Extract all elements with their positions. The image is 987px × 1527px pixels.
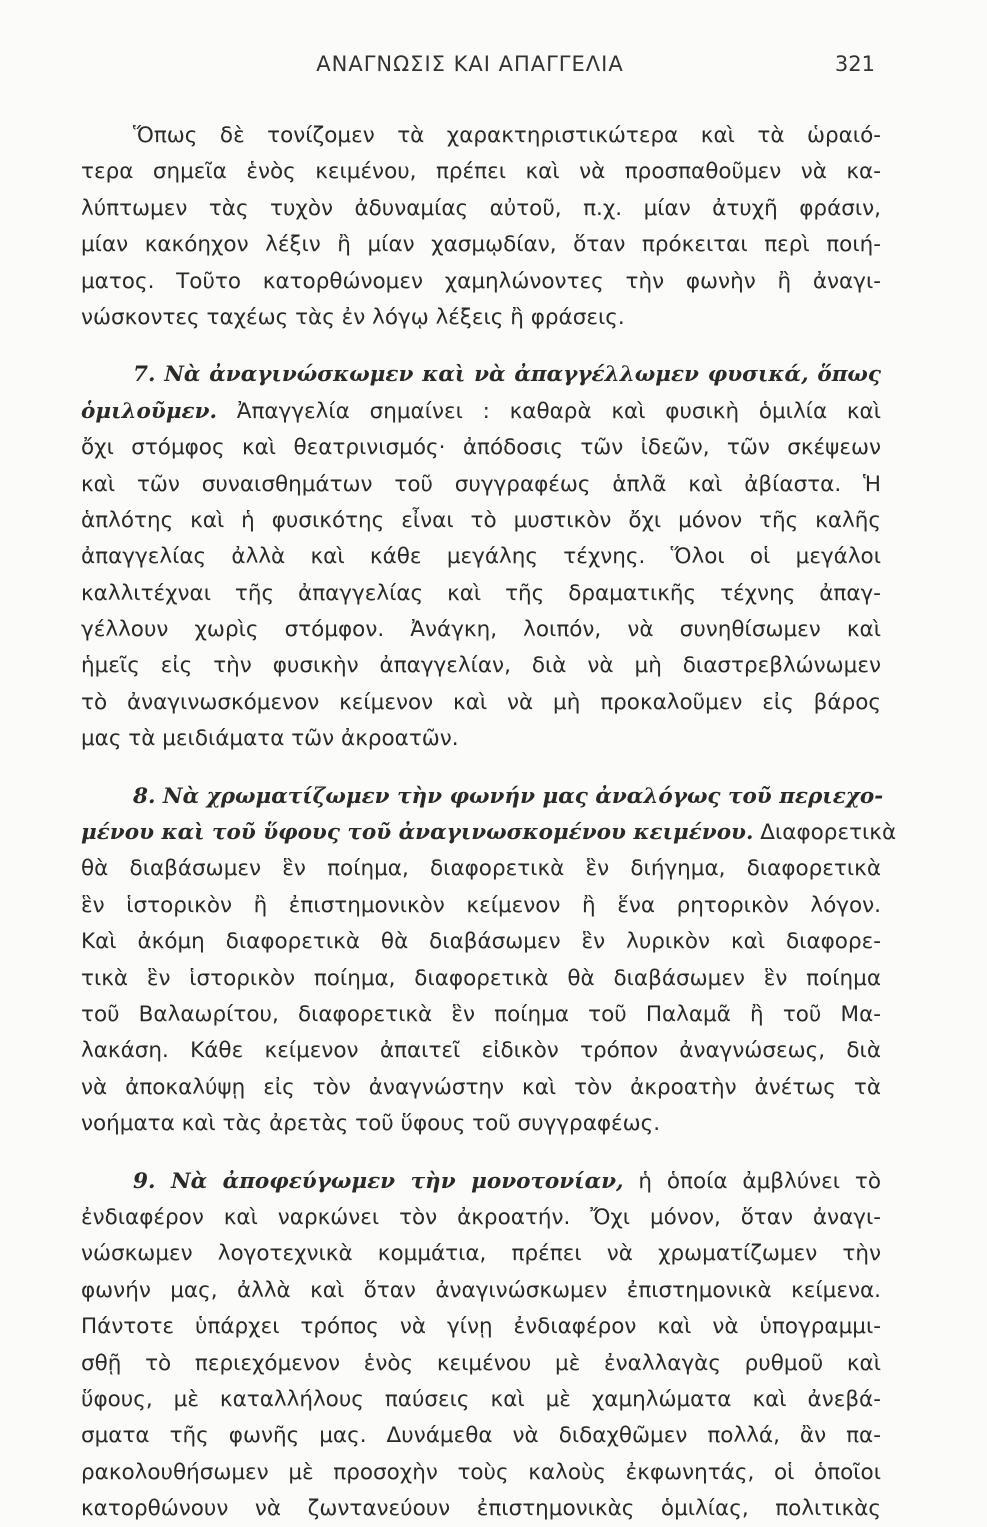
text-line [81,779,884,815]
text-line [81,154,881,190]
paragraph-gap [81,758,881,779]
text-line [81,612,881,648]
line-text: ματος. Τοῦτο κατορθώνομεν χαμηλώνοντες τὴν φωνὴν ἢ ἀναγι- [81,268,881,294]
text-line [81,1491,881,1527]
running-title: ΑΝΑΓΝΩΣΙΣ ΚΑΙ ΑΠΑΓΓΕΛΙΑ [316,52,624,76]
line-text: τικὰ ἓν ἱστορικὸν ποίημα, διαφορετικὰ θὰ διαβάσωμεν ἓν ποίημα [81,965,881,991]
section-heading: 7. Νὰ ἀναγινώσκωμεν καὶ νὰ ἀπαγγέλλωμεν φυσικά, ὅπως [133,362,881,388]
text-line [81,1200,881,1236]
text-line [81,191,881,227]
text-line [81,394,881,430]
line-text: Ἀπαγγελία σημαίνει : καθαρὰ καὶ φυσικὴ ὁμιλία καὶ [217,398,881,424]
line-text: τοῦ Βαλαωρίτου, διαφορετικὰ ἓν ποίημα τοῦ Παλαμᾶ ἢ τοῦ Μα- [81,1001,881,1027]
line-text: ὄχι στόμφος καὶ θεατρινισμός· ἀπόδοσις τῶν ἰδεῶν, τῶν σκέψεων [81,435,881,461]
text-line [81,851,881,887]
line-text: μας τὰ μειδιάματα τῶν ἀκροατῶν. [81,726,459,752]
line-text: λύπτωμεν τὰς τυχὸν ἀδυναμίας αὐτοῦ, π.χ. μίαν ἀτυχῆ φράσιν, [81,195,881,221]
line-text: φωνήν μας, ἀλλὰ καὶ ὅταν ἀναγινώσκωμεν ἐπιστημονικὰ κείμενα. [81,1277,881,1303]
text-line [81,227,881,263]
running-head [0,52,987,82]
text-line [81,430,881,466]
line-text: τὸ ἀναγινωσκόμενον κείμενον καὶ νὰ μὴ προκαλοῦμεν εἰς βάρος [81,689,881,715]
text-line [81,503,881,539]
text-line [81,1273,881,1309]
text-line [81,300,881,336]
text-line [81,467,881,503]
line-text: ἓν ἱστορικὸν ἢ ἐπιστημονικὸν κείμενον ἢ ἕνα ρητορικὸν λόγον. [81,892,881,918]
text-line [81,1418,881,1454]
section-heading: 8. Νὰ χρωματίζωμεν τὴν φωνήν μας ἀναλόγως τοῦ περιεχο- [133,783,884,809]
text-line [81,924,881,960]
text-line [81,1309,881,1345]
paragraph [81,779,897,1143]
line-text: ἐνδιαφέρον καὶ ναρκώνει τὸν ἀκροατήν. Ὄχι μόνον, ὅταν ἀναγι- [81,1204,881,1230]
line-text: κατορθώνουν νὰ ζωντανεύουν ἐπιστημονικὰς ὁμιλίας, πολιτικὰς [81,1496,881,1522]
text-line [81,888,881,924]
text-line [81,721,881,757]
line-text: νώσκοντες ταχέως τὰς ἐν λόγῳ λέξεις ἢ φράσεις. [81,304,625,330]
line-text: ρακολουθήσωμεν μὲ προσοχὴν τοὺς καλοὺς ἐκφωνητάς, οἱ ὁποῖοι [81,1459,881,1485]
text-line [81,357,881,393]
line-text: Πάντοτε ὑπάρχει τρόπος νὰ γίνῃ ἐνδιαφέρον καὶ νὰ ὑπογραμμι- [81,1314,881,1340]
line-text: Διαφορετικὰ [753,820,897,846]
text-line [81,685,881,721]
section-heading: 9. Νὰ ἀποφεύγωμεν τὴν μονοτονίαν, [133,1168,624,1194]
line-text: λακάση. Κάθε κείμενον ἀπαιτεῖ εἰδικὸν τρόπον ἀναγνώσεως, διὰ [81,1038,881,1064]
paragraph [81,118,881,336]
line-text: νώσκωμεν λογοτεχνικὰ κομμάτια, πρέπει νὰ χρωματίζωμεν τὴν [81,1241,881,1267]
text-line [81,1164,881,1200]
line-text: νοήματα καὶ τὰς ἀρετὰς τοῦ ὕφους τοῦ συγγραφέως. [81,1111,661,1137]
text-line [81,648,881,684]
text-line [81,576,881,612]
paragraph-gap [81,336,881,357]
text-line [81,118,881,154]
line-text: μίαν κακόηχον λέξιν ἢ μίαν χασμῳδίαν, ὅταν πρόκειται περὶ ποιή- [81,232,881,258]
text-line [81,539,881,575]
text-line [81,1346,881,1382]
line-text: καλλιτέχναι τῆς ἀπαγγελίας καὶ τῆς δραματικῆς τέχνης ἀπαγ- [81,580,881,606]
line-text: Ὅπως δὲ τονίζομεν τὰ χαρακτηριστικώτερα καὶ τὰ ὡραιό- [133,123,881,148]
line-text: τερα σημεῖα ἑνὸς κειμένου, πρέπει καὶ νὰ προσπαθοῦμεν νὰ κα- [81,159,881,185]
line-text: ὕφους, μὲ καταλλήλους παύσεις καὶ μὲ χαμηλώματα καὶ ἀνεβά- [81,1386,881,1412]
line-text: γέλλουν χωρὶς στόμφον. Ἀνάγκη, λοιπόν, νὰ συνηθίσωμεν καὶ [81,617,881,643]
text-line [81,264,881,300]
text-line [81,1033,881,1069]
line-text: καὶ τῶν συναισθημάτων τοῦ συγγραφέως ἁπλᾶ καὶ ἀβίαστα. Ἡ [81,471,881,497]
page-number: 321 [834,52,875,76]
paragraph [81,357,881,757]
text-line [81,997,881,1033]
section-heading: ὁμιλοῦμεν. [81,398,218,424]
section-heading: μένου καὶ τοῦ ὕφους τοῦ ἀναγινωσκομένου κειμένου. [81,820,754,846]
line-text: ἡμεῖς εἰς τὴν φυσικὴν ἀπαγγελίαν, διὰ νὰ μὴ διαστρεβλώνωμεν [81,653,881,679]
text-line [81,815,897,851]
text-line [81,1382,881,1418]
body-text [81,118,897,1527]
line-text: Καὶ ἀκόμη διαφορετικὰ θὰ διαβάσωμεν ἓν λυρικὸν καὶ διαφορε- [81,929,881,955]
line-text: σθῇ τὸ περιεχόμενον ἑνὸς κειμένου μὲ ἐναλλαγὰς ρυθμοῦ καὶ [81,1350,881,1376]
line-text: ἀπαγγελίας ἀλλὰ καὶ κάθε μεγάλης τέχνης. Ὅλοι οἱ μεγάλοι [81,544,881,570]
line-text: νὰ ἀποκαλύψῃ εἰς τὸν ἀναγνώστην καὶ τὸν ἀκροατὴν ἀνέτως τὰ [81,1074,881,1100]
text-line [81,1106,881,1142]
line-text: θὰ διαβάσωμεν ἓν ποίημα, διαφορετικὰ ἓν διήγημα, διαφορετικὰ [81,856,881,882]
text-line [81,1236,881,1272]
text-line [81,1455,881,1491]
paragraph-gap [81,1143,881,1164]
line-text: σματα τῆς φωνῆς μας. Δυνάμεθα νὰ διδαχθῶμεν πολλά, ἂν πα- [81,1423,881,1449]
line-text: ἁπλότης καὶ ἡ φυσικότης εἶναι τὸ μυστικὸν ὄχι μόνον τῆς καλῆς [81,507,881,533]
paragraph [81,1164,881,1527]
text-line [81,961,881,997]
text-line [81,1070,881,1106]
line-text: ἡ ὁποία ἀμβλύνει τὸ [623,1168,881,1194]
